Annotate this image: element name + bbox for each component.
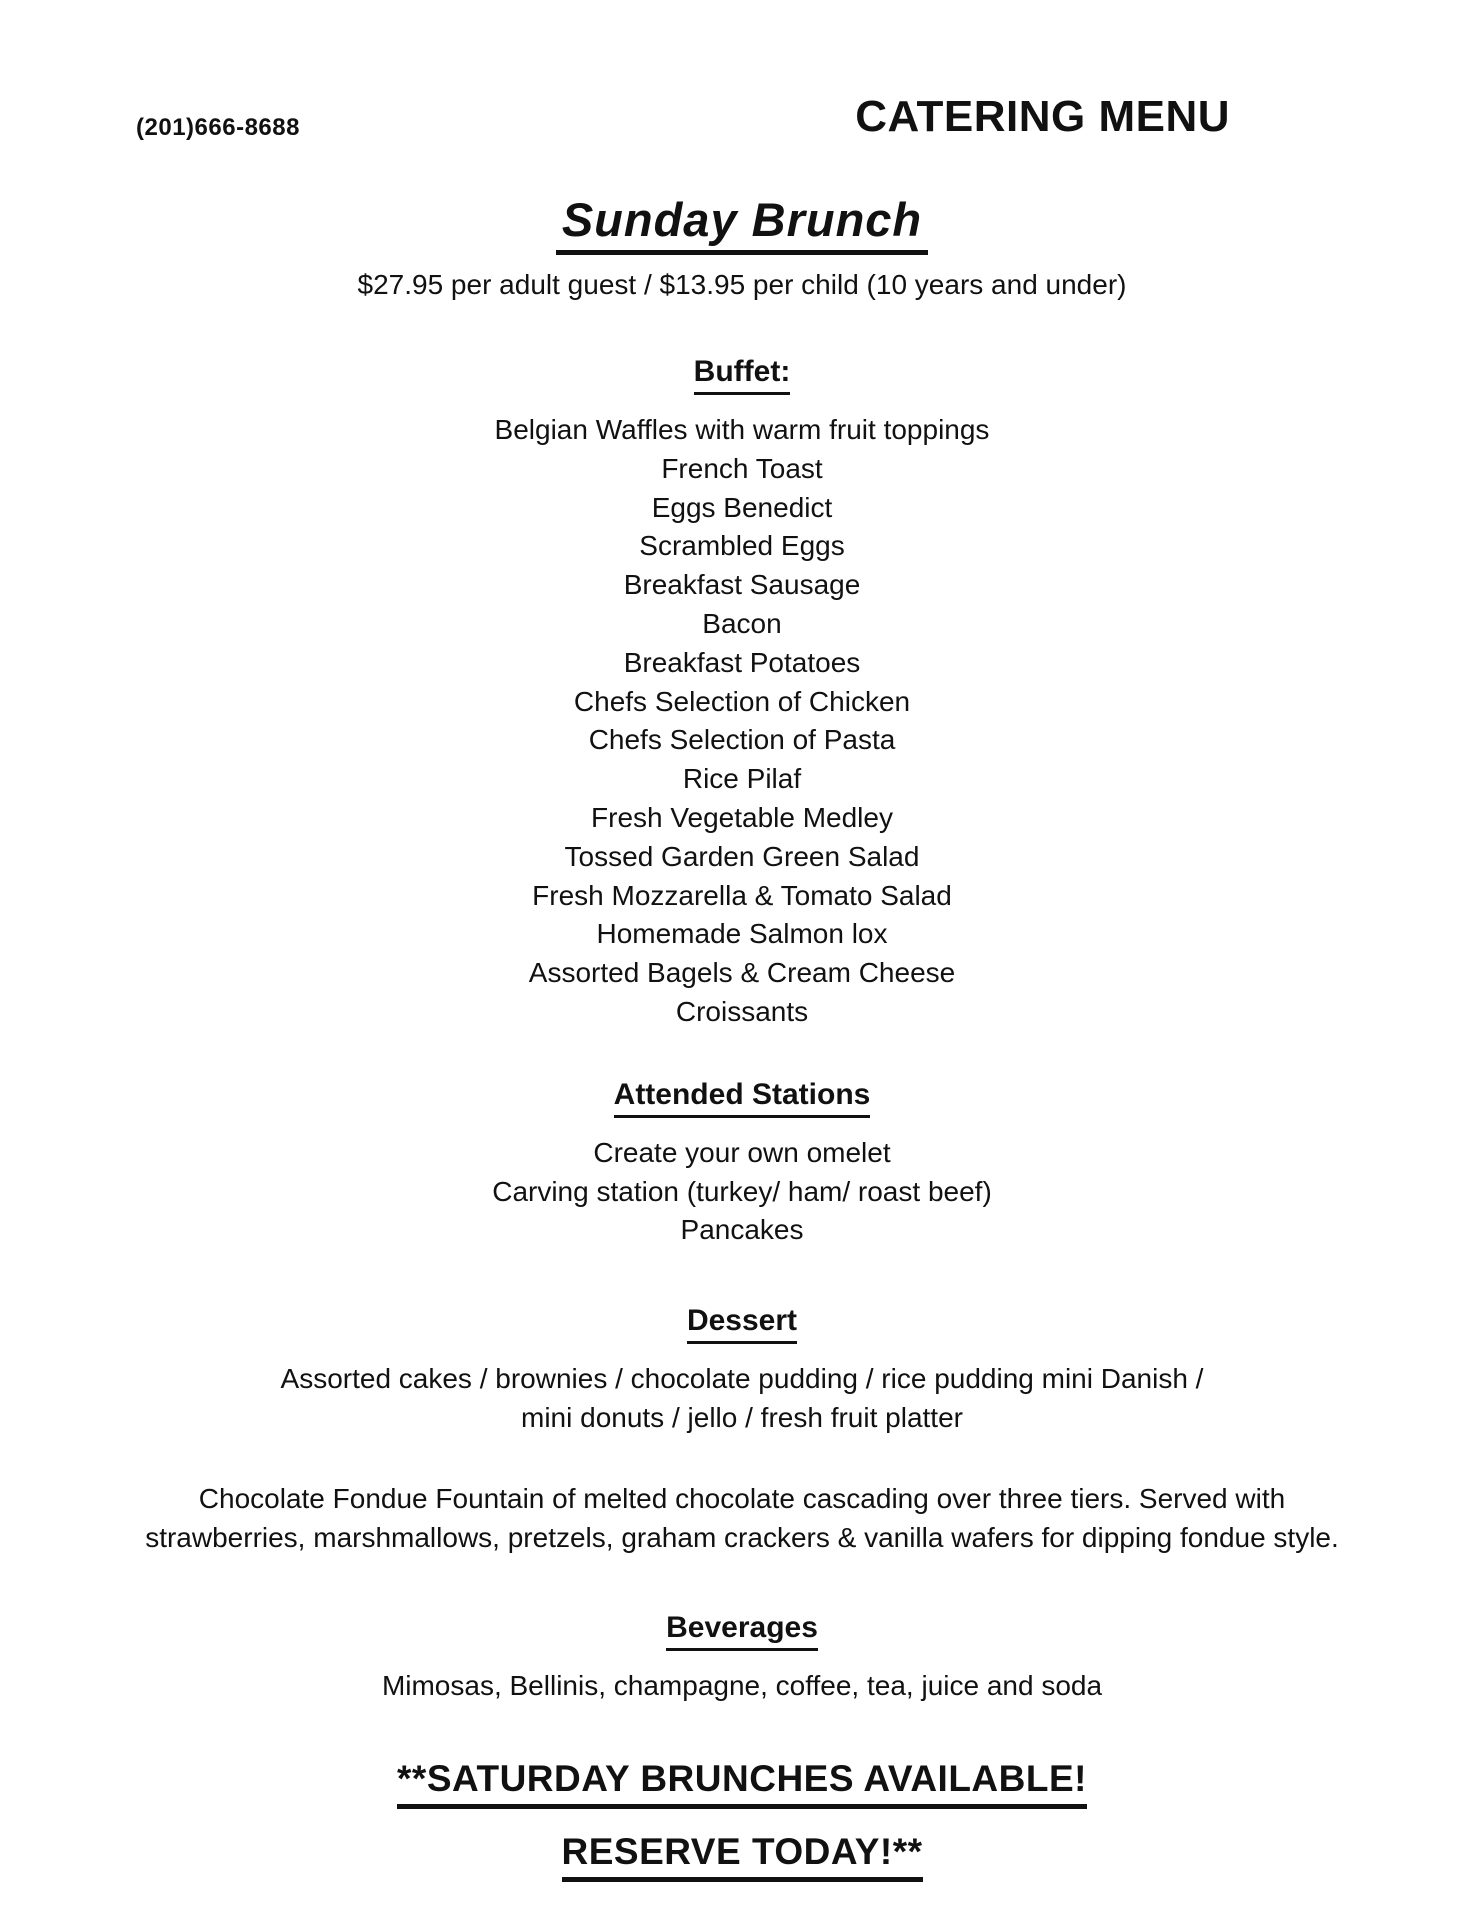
attended-stations-items: [0, 1134, 1484, 1250]
menu-line: Bacon: [702, 607, 782, 639]
menu-line: Chefs Selection of Pasta: [588, 724, 896, 756]
page-header: [0, 0, 1484, 142]
cta-line-1: [0, 1758, 1484, 1809]
menu-line: Tossed Garden Green Salad: [564, 840, 920, 872]
footer-cta: [0, 1758, 1484, 1882]
phone-number: (201)666-8688: [136, 114, 300, 141]
beverages-heading-text: Beverages: [666, 1611, 818, 1651]
menu-line: Chefs Selection of Chicken: [573, 685, 911, 717]
menu-line: Breakfast Sausage: [623, 569, 861, 601]
attended-stations-heading-text: Attended Stations: [614, 1078, 871, 1118]
beverages-items: [0, 1667, 1484, 1706]
cta-line-2: [0, 1831, 1484, 1882]
section-dessert: [0, 1304, 1484, 1557]
menu-title: Sunday Brunch: [556, 192, 928, 255]
dessert-heading-text: Dessert: [687, 1304, 797, 1344]
menu-line: Fresh Vegetable Medley: [591, 801, 893, 833]
menu-line: Assorted cakes / brownies / chocolate pudding / rice pudding mini Danish / mini donuts / jello / fresh fruit platter: [280, 1363, 1204, 1433]
menu-line: Chocolate Fondue Fountain of melted chocolate cascading over three tiers. Served with strawberries, marshmallows, pretzels, graham crackers & vanilla wafers for dipping fondue style.: [145, 1482, 1339, 1553]
section-buffet: [0, 355, 1484, 1032]
beverages-heading: [666, 1611, 818, 1651]
menu-line: Pancakes: [680, 1214, 804, 1246]
menu-line: Carving station (turkey/ ham/ roast beef): [492, 1175, 992, 1207]
menu-line: Scrambled Eggs: [639, 530, 845, 562]
menu-line: Eggs Benedict: [651, 491, 833, 523]
menu-line: Fresh Mozzarella & Tomato Salad: [532, 879, 952, 911]
menu-line: Breakfast Potatoes: [623, 646, 861, 678]
menu-line: Create your own omelet: [593, 1136, 891, 1168]
buffet-heading-text: Buffet:: [694, 355, 791, 395]
attended-stations-heading: [614, 1078, 871, 1118]
menu-line: Mimosas, Bellinis, champagne, coffee, tea, juice and soda: [381, 1670, 1103, 1702]
pricing-line: $27.95 per adult guest / $13.95 per child (10 years and under): [357, 269, 1127, 300]
menu-title-block: [0, 192, 1484, 301]
menu-line: French Toast: [661, 452, 823, 484]
buffet-items: [0, 411, 1484, 1032]
dessert-paragraphs: [0, 1360, 1484, 1557]
dessert-heading: [687, 1304, 797, 1344]
buffet-heading: [694, 355, 791, 395]
menu-line: Homemade Salmon lox: [596, 918, 888, 950]
section-beverages: [0, 1611, 1484, 1706]
cta-line-2-text: RESERVE TODAY!**: [562, 1831, 923, 1882]
page-title: CATERING MENU: [855, 92, 1230, 141]
menu-line: Croissants: [675, 995, 809, 1027]
menu-line: Rice Pilaf: [682, 763, 802, 795]
menu-line: Belgian Waffles with warm fruit toppings: [494, 414, 990, 445]
menu-line: Assorted Bagels & Cream Cheese: [528, 957, 956, 989]
section-attended-stations: [0, 1078, 1484, 1250]
cta-line-1-text: **SATURDAY BRUNCHES AVAILABLE!: [397, 1758, 1087, 1809]
